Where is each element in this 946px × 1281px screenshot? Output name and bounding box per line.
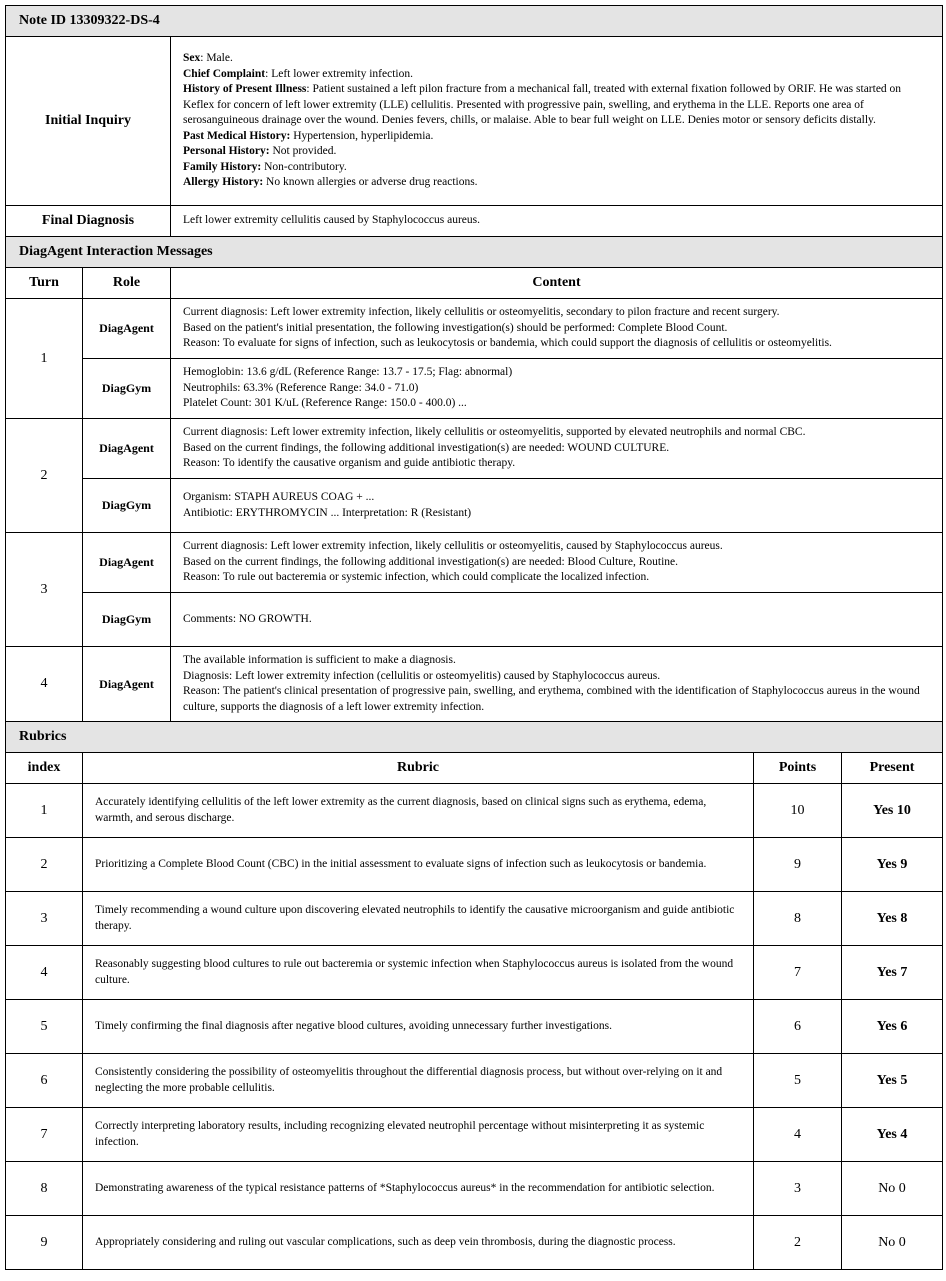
message-role: DiagAgent xyxy=(83,419,171,479)
message-line: Current diagnosis: Left lower extremity infection, likely cellulitis or osteomyelitis, caused by Staphylococcus aureus. xyxy=(183,540,723,553)
message-line: Based on the current findings, the following additional investigation(s) are needed: WOUND CULTURE. xyxy=(183,441,670,454)
turn-number: 3 xyxy=(6,533,83,647)
message-line: Current diagnosis: Left lower extremity infection, likely cellulitis or osteomyelitis, secondary to pilon fracture and recent surgery. xyxy=(183,306,780,319)
rubric-present: Yes 5 xyxy=(842,1054,943,1108)
rubric-index: 9 xyxy=(6,1216,83,1270)
message-line: Neutrophils: 63.3% (Reference Range: 34.0 - 71.0) xyxy=(183,381,419,394)
rubric-row xyxy=(6,1054,943,1108)
message-content xyxy=(171,647,943,722)
rubric-text: Prioritizing a Complete Blood Count (CBC) in the initial assessment to evaluate signs of infection such as leukocytosis or bandemia. xyxy=(83,838,754,892)
points-header: Points xyxy=(754,753,842,784)
message-content xyxy=(171,479,943,533)
inquiry-field: Past Medical History: Hypertension, hyperlipidemia. xyxy=(183,129,434,142)
initial-inquiry-label: Initial Inquiry xyxy=(6,37,171,206)
inquiry-field: Allergy History: No known allergies or adverse drug reactions. xyxy=(183,176,478,189)
rubric-present: Yes 9 xyxy=(842,838,943,892)
inquiry-field: Personal History: Not provided. xyxy=(183,145,337,158)
inquiry-field: Family History: Non-contributory. xyxy=(183,160,347,173)
rubric-points: 10 xyxy=(754,784,842,838)
message-line: Reason: To evaluate for signs of infection, such as leukocytosis or bandemia, which could support the diagnosis of cellulitis or osteomyelitis. xyxy=(183,337,832,350)
inquiry-field: Chief Complaint: Left lower extremity infection. xyxy=(183,67,413,80)
rubric-present: No 0 xyxy=(842,1216,943,1270)
rubric-text: Appropriately considering and ruling out vascular complications, such as deep vein thrombosis, during the diagnostic process. xyxy=(83,1216,754,1270)
turn-number: 1 xyxy=(6,299,83,419)
rubric-text: Demonstrating awareness of the typical resistance patterns of *Staphylococcus aureus* in the recommendation for antibiotic selection. xyxy=(83,1162,754,1216)
rubric-present: Yes 6 xyxy=(842,1000,943,1054)
rubric-index: 1 xyxy=(6,784,83,838)
rubric-row xyxy=(6,838,943,892)
rubric-points: 3 xyxy=(754,1162,842,1216)
note-title: Note ID 13309322-DS-4 xyxy=(6,6,943,37)
note-table xyxy=(5,5,943,237)
message-line: Hemoglobin: 13.6 g/dL (Reference Range: 13.7 - 17.5; Flag: abnormal) xyxy=(183,366,513,379)
message-line: Reason: The patient's clinical presentation of progressive pain, swelling, and erythema, combined with the identification of Staphylococcus aureus in the wound culture, supports the diagnosis of a left lower extremity infection. xyxy=(183,685,920,713)
rubric-text: Correctly interpreting laboratory results, including recognizing elevated neutrophil percentage without misinterpreting it as systemic infection. xyxy=(83,1108,754,1162)
message-role: DiagAgent xyxy=(83,299,171,359)
message-line: Reason: To identify the causative organism and guide antibiotic therapy. xyxy=(183,457,516,470)
message-content xyxy=(171,359,943,419)
rubric-points: 7 xyxy=(754,946,842,1000)
message-line: Current diagnosis: Left lower extremity infection, likely cellulitis or osteomyelitis, supported by elevated neutrophils and normal CBC. xyxy=(183,426,806,439)
rubric-present: No 0 xyxy=(842,1162,943,1216)
message-line: Based on the current findings, the following additional investigation(s) are needed: Blood Culture, Routine. xyxy=(183,555,679,568)
case-report xyxy=(5,5,942,1270)
rubric-row xyxy=(6,1162,943,1216)
message-role: DiagGym xyxy=(83,593,171,647)
rubric-points: 2 xyxy=(754,1216,842,1270)
content-header: Content xyxy=(171,268,943,299)
message-role: DiagAgent xyxy=(83,647,171,722)
message-line: Antibiotic: ERYTHROMYCIN ... Interpretation: R (Resistant) xyxy=(183,506,472,519)
index-header: index xyxy=(6,753,83,784)
rubric-points: 4 xyxy=(754,1108,842,1162)
rubric-index: 4 xyxy=(6,946,83,1000)
rubric-text: Accurately identifying cellulitis of the left lower extremity as the current diagnosis, based on clinical signs such as erythema, edema, warmth, and serous discharge. xyxy=(83,784,754,838)
rubrics-table xyxy=(5,721,943,1270)
rubric-points: 9 xyxy=(754,838,842,892)
rubric-index: 7 xyxy=(6,1108,83,1162)
rubric-row xyxy=(6,1108,943,1162)
rubric-points: 8 xyxy=(754,892,842,946)
interaction-table xyxy=(5,236,943,722)
message-line: Organism: STAPH AUREUS COAG + ... xyxy=(183,491,375,503)
message-content xyxy=(171,593,943,647)
message-line: Diagnosis: Left lower extremity infection (cellulitis or osteomyelitis) caused by Staphylococcus aureus. xyxy=(183,669,661,682)
rubric-text: Consistently considering the possibility of osteomyelitis throughout the differential diagnosis process, but without over-relying on it and neglecting the more probable cellulitis. xyxy=(83,1054,754,1108)
rubric-present: Yes 10 xyxy=(842,784,943,838)
rubric-row xyxy=(6,1000,943,1054)
turn-number: 4 xyxy=(6,647,83,722)
rubric-present: Yes 8 xyxy=(842,892,943,946)
message-role: DiagGym xyxy=(83,479,171,533)
rubrics-title: Rubrics xyxy=(6,722,943,753)
message-content xyxy=(171,533,943,593)
rubric-row xyxy=(6,946,943,1000)
rubric-index: 3 xyxy=(6,892,83,946)
message-line: Platelet Count: 301 K/uL (Reference Range: 150.0 - 400.0) ... xyxy=(183,397,467,410)
inquiry-field: History of Present Illness: Patient sustained a left pilon fracture from a mechanical fall, treated with external fixation followed by ORIF. He was started on Keflex for concern of left lower extremity (LLE) cellulitis. Presented with progressive pain, swelling, and erythema in the LLE. Reports one area of serosanguineous drainage over the wound. Denies fevers, chills, or malaise. Able to bear full weight on LLE. Denies motor or sensory deficits distally. xyxy=(183,83,902,127)
rubric-row xyxy=(6,1216,943,1270)
rubric-present: Yes 7 xyxy=(842,946,943,1000)
rubric-row xyxy=(6,892,943,946)
initial-inquiry-content xyxy=(171,37,943,206)
message-role: DiagAgent xyxy=(83,533,171,593)
message-line: Reason: To rule out bacteremia or systemic infection, which could complicate the localized infection. xyxy=(183,571,650,584)
final-diagnosis-label: Final Diagnosis xyxy=(6,206,171,237)
turn-number: 2 xyxy=(6,419,83,533)
message-role: DiagGym xyxy=(83,359,171,419)
interaction-title: DiagAgent Interaction Messages xyxy=(6,237,943,268)
rubric-points: 6 xyxy=(754,1000,842,1054)
message-line: Comments: NO GROWTH. xyxy=(183,612,312,625)
present-header: Present xyxy=(842,753,943,784)
inquiry-field: Sex: Male. xyxy=(183,52,233,65)
message-line: Based on the patient's initial presentation, the following investigation(s) should be performed: Complete Blood Count. xyxy=(183,321,728,334)
rubric-row xyxy=(6,784,943,838)
message-line: The available information is sufficient to make a diagnosis. xyxy=(183,654,456,666)
message-content xyxy=(171,419,943,479)
rubric-index: 2 xyxy=(6,838,83,892)
message-content xyxy=(171,299,943,359)
rubric-text: Timely recommending a wound culture upon discovering elevated neutrophils to identify the causative microorganism and guide antibiotic therapy. xyxy=(83,892,754,946)
rubric-text: Timely confirming the final diagnosis after negative blood cultures, avoiding unnecessary further investigations. xyxy=(83,1000,754,1054)
rubric-text: Reasonably suggesting blood cultures to rule out bacteremia or systemic infection when Staphylococcus aureus is isolated from the wound culture. xyxy=(83,946,754,1000)
rubric-points: 5 xyxy=(754,1054,842,1108)
rubric-header: Rubric xyxy=(83,753,754,784)
rubric-present: Yes 4 xyxy=(842,1108,943,1162)
final-diagnosis-value: Left lower extremity cellulitis caused by Staphylococcus aureus. xyxy=(171,206,943,237)
rubric-index: 6 xyxy=(6,1054,83,1108)
rubric-index: 5 xyxy=(6,1000,83,1054)
rubric-index: 8 xyxy=(6,1162,83,1216)
turn-header: Turn xyxy=(6,268,83,299)
role-header: Role xyxy=(83,268,171,299)
